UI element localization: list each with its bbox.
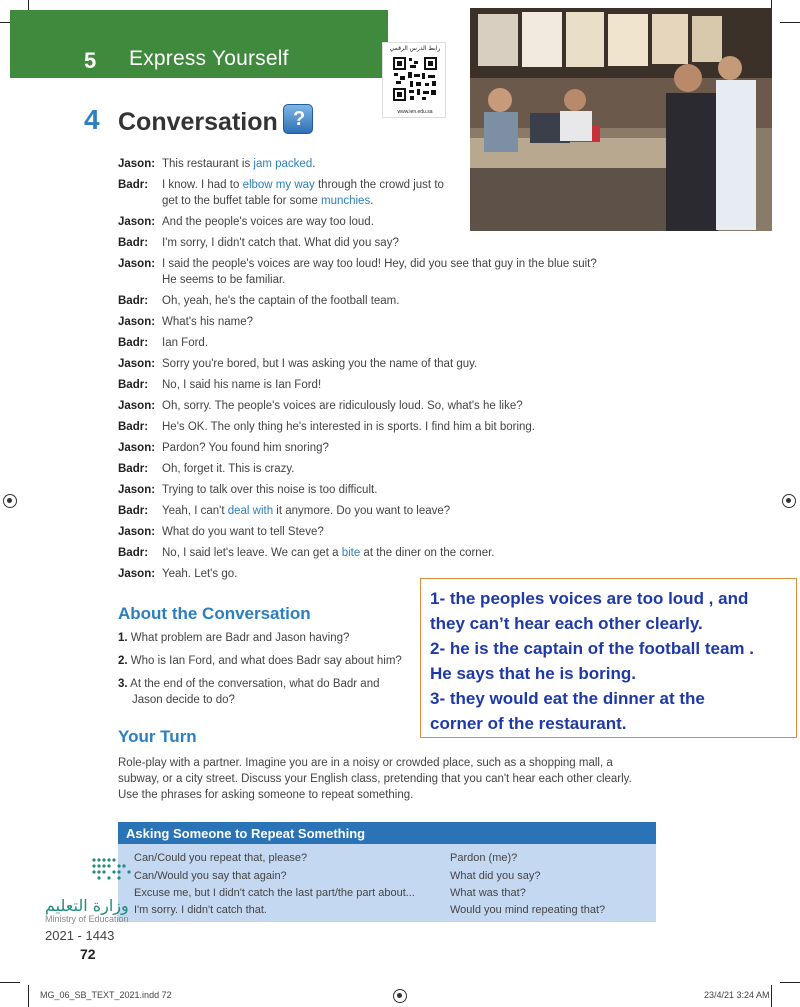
- your-turn-title: Your Turn: [118, 727, 197, 746]
- line-text: at the diner on the corner.: [360, 547, 495, 559]
- line-text: get to the buffet table for some: [162, 195, 321, 207]
- line-text: This restaurant is: [162, 158, 254, 170]
- conversation-line: [118, 293, 399, 309]
- conversation-line: [118, 256, 597, 272]
- line-text: Trying to talk over this noise is too difficult.: [162, 484, 378, 496]
- line-text: I said the people's voices are way too loud! Hey, did you see that guy in the blue suit?: [162, 258, 597, 270]
- line-text: bite: [341, 547, 361, 559]
- line-text: And the people's voices are way too loud.: [162, 216, 374, 228]
- question-3-cont: Jason decide to do?: [132, 694, 235, 706]
- line-text: What's his name?: [162, 316, 254, 328]
- speaker-name: Jason:: [118, 258, 156, 270]
- speaker-name: Jason:: [118, 568, 156, 580]
- speaker-name: Badr:: [118, 547, 149, 559]
- conversation-line: [118, 461, 295, 477]
- line-text: No, I said his name is Ian Ford!: [162, 379, 322, 391]
- line-text: through the crowd just to: [314, 179, 444, 191]
- conversation-line: [118, 335, 208, 351]
- conversation-line: [118, 214, 374, 230]
- line-text: Oh, yeah, he's the captain of the football team.: [162, 295, 400, 307]
- conversation-line: [118, 545, 495, 561]
- footer-filename: MG_06_SB_TEXT_2021.indd 72: [40, 990, 172, 1000]
- ministry-arabic-name: وزارة التعليم: [45, 896, 129, 915]
- qr-url: www.ien.edu.sa: [397, 109, 433, 115]
- line-text: I'm sorry, I didn't catch that. What did you say?: [162, 237, 399, 249]
- conversation-line: [118, 440, 329, 456]
- unit-number: 5: [84, 48, 97, 73]
- answer-box: [420, 578, 797, 738]
- page-number: 72: [80, 946, 96, 962]
- conversation-line: [118, 377, 321, 393]
- qr-code[interactable]: [382, 42, 446, 118]
- answer-line: 3- they would eat the dinner at the: [430, 689, 705, 708]
- phrase-item: What did you say?: [450, 870, 541, 882]
- speaker-name: Jason:: [118, 442, 156, 454]
- crop-mark: [771, 985, 772, 1007]
- crop-mark: [28, 985, 29, 1007]
- line-text: Yeah, I can't: [162, 505, 228, 517]
- conversation-line: [118, 235, 399, 251]
- section-number: 4: [84, 104, 100, 135]
- speaker-name: Badr:: [118, 421, 149, 433]
- qr-caption: رابط الدرس الرقمي: [389, 45, 441, 52]
- line-text: .: [312, 158, 316, 170]
- question-1: 1. What problem are Badr and Jason having?: [118, 632, 350, 644]
- ministry-english-name: Ministry of Education: [45, 914, 129, 924]
- crop-mark: [780, 982, 800, 983]
- conversation-line: [118, 503, 450, 519]
- line-text: Sorry you're bored, but I was asking you the name of that guy.: [162, 358, 478, 370]
- speaker-name: Jason:: [118, 216, 156, 228]
- ministry-logo-icon: [91, 857, 131, 883]
- line-text: Ian Ford.: [162, 337, 209, 349]
- line-text: munchies: [320, 195, 371, 207]
- phrases-title: Asking Someone to Repeat Something: [118, 822, 656, 844]
- conversation-line: [118, 419, 535, 435]
- conversation-line: [118, 314, 253, 330]
- line-text: .: [370, 195, 374, 207]
- phrase-item: Excuse me, but I didn't catch the last part/the part about...: [134, 887, 415, 899]
- line-text: Pardon? You found him snoring?: [162, 442, 329, 454]
- your-turn-line: Role-play with a partner. Imagine you are in a noisy or crowded place, such as a shopping mall, a: [118, 757, 613, 769]
- conversation-line: [118, 156, 315, 172]
- speaker-name: Jason:: [118, 358, 156, 370]
- registration-mark-icon: [393, 989, 407, 1003]
- registration-mark-icon: [3, 494, 17, 508]
- speaker-name: Badr:: [118, 337, 149, 349]
- line-text: deal with: [227, 505, 274, 517]
- line-text: jam packed: [253, 158, 313, 170]
- your-turn-line: Use the phrases for asking someone to repeat something.: [118, 789, 414, 801]
- registration-mark-icon: [782, 494, 796, 508]
- line-text: What do you want to tell Steve?: [162, 526, 324, 538]
- conversation-line: [118, 356, 477, 372]
- speaker-name: Jason:: [118, 316, 156, 328]
- about-title: About the Conversation: [118, 604, 311, 623]
- unit-title: Express Yourself: [129, 47, 289, 70]
- question-3: 3. At the end of the conversation, what do Badr and: [118, 678, 380, 690]
- answer-line: He says that he is boring.: [430, 664, 636, 683]
- conversation-line-cont: [162, 272, 285, 288]
- phrase-item: Would you mind repeating that?: [450, 904, 606, 916]
- speaker-name: Badr:: [118, 505, 149, 517]
- speaker-name: Badr:: [118, 463, 149, 475]
- conversation-line: [118, 524, 324, 540]
- phrase-item: What was that?: [450, 887, 526, 899]
- conversation-line: [118, 482, 377, 498]
- phrase-item: Can/Could you repeat that, please?: [134, 852, 308, 864]
- line-text: He's OK. The only thing he's interested in is sports. I find him a bit boring.: [162, 421, 536, 433]
- your-turn-line: subway, or a city street. Discuss your English class, pretending that you can't hear each other clearly.: [118, 773, 632, 785]
- answer-line: 1- the peoples voices are too loud , and: [430, 589, 749, 608]
- phrase-item: Pardon (me)?: [450, 852, 518, 864]
- phrase-item: Can/Would you say that again?: [134, 870, 287, 882]
- conversation-line: [118, 177, 444, 193]
- line-text: Yeah. Let's go.: [162, 568, 238, 580]
- crop-mark: [780, 22, 800, 23]
- speaker-name: Jason:: [118, 526, 156, 538]
- line-text: Oh, sorry. The people's voices are ridiculously loud. So, what's he like?: [162, 400, 523, 412]
- academic-year: 2021 - 1443: [45, 928, 115, 943]
- conversation-line: [118, 398, 523, 414]
- speaker-name: Jason:: [118, 400, 156, 412]
- footer-timestamp: 23/4/21 3:24 AM: [704, 990, 770, 1000]
- conversation-line: [118, 566, 237, 582]
- speaker-name: Badr:: [118, 379, 149, 391]
- line-text: I know. I had to: [162, 179, 243, 191]
- qr-code-icon: [392, 56, 438, 102]
- question-2: 2. Who is Ian Ford, and what does Badr say about him?: [118, 655, 402, 667]
- line-text: No, I said let's leave. We can get a: [162, 547, 342, 559]
- speaker-name: Jason:: [118, 484, 156, 496]
- conversation-line-cont: [162, 193, 373, 209]
- audio-help-icon[interactable]: ?: [283, 104, 313, 134]
- speaker-name: Badr:: [118, 295, 149, 307]
- restaurant-scene-icon: [470, 8, 772, 231]
- speaker-name: Jason:: [118, 158, 156, 170]
- line-text: it anymore. Do you want to leave?: [273, 505, 451, 517]
- answer-line: corner of the restaurant.: [430, 714, 627, 733]
- speaker-name: Badr:: [118, 179, 149, 191]
- line-text: elbow my way: [242, 179, 315, 191]
- crop-mark: [0, 982, 20, 983]
- phrase-item: I'm sorry. I didn't catch that.: [134, 904, 267, 916]
- line-text: Oh, forget it. This is crazy.: [162, 463, 295, 475]
- restaurant-photo: [470, 8, 772, 231]
- answer-line: they can’t hear each other clearly.: [430, 614, 703, 633]
- speaker-name: Badr:: [118, 237, 149, 249]
- answer-line: 2- he is the captain of the football team .: [430, 639, 754, 658]
- section-title: Conversation: [118, 108, 278, 136]
- line-text: He seems to be familiar.: [162, 274, 286, 286]
